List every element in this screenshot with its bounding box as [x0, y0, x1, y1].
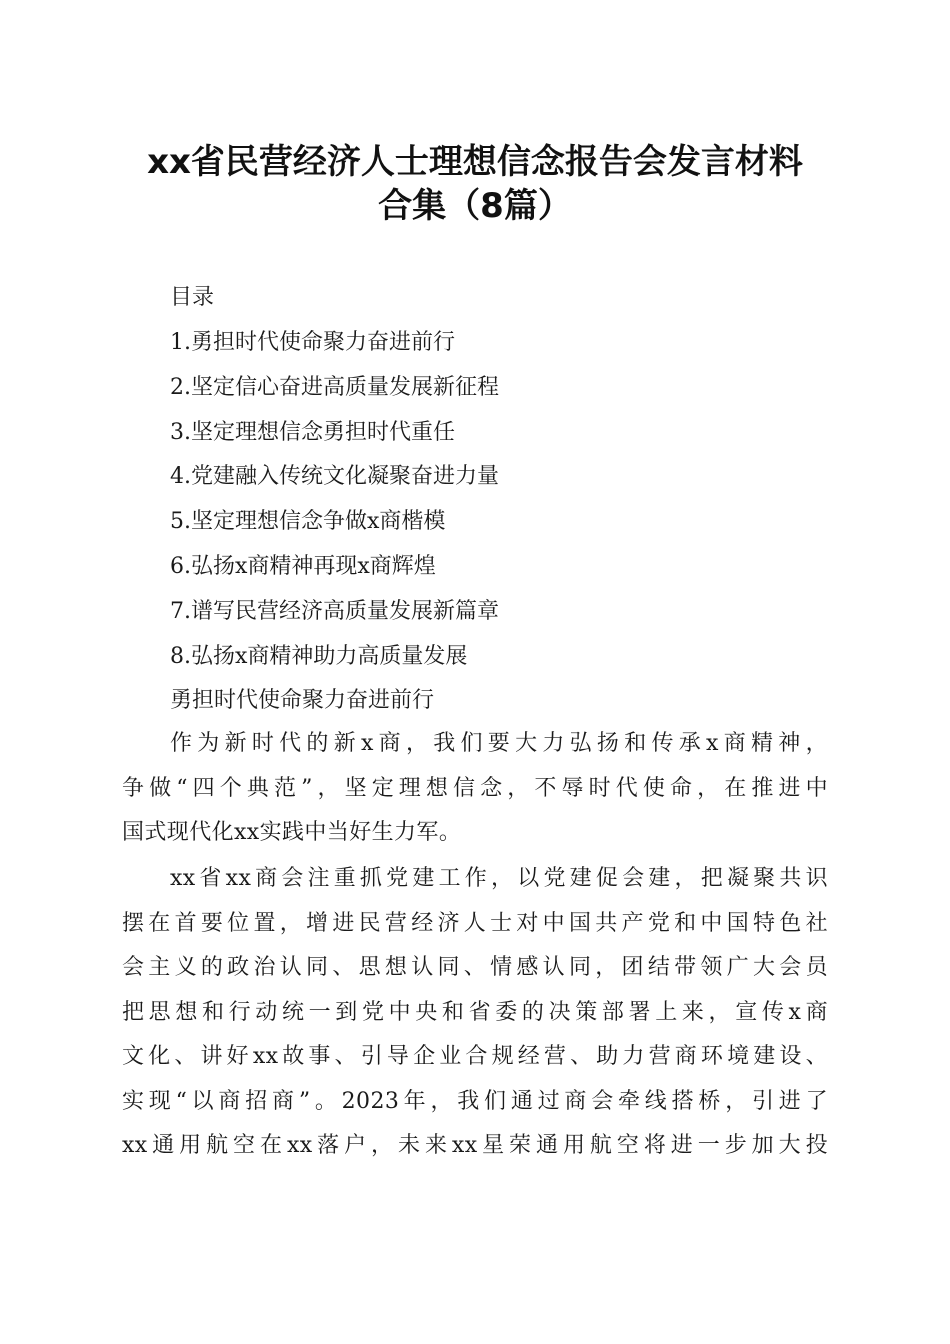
body-paragraph-2 — [122, 857, 828, 1169]
toc-item: 4.党建融入传统文化凝聚奋进力量 — [170, 464, 499, 490]
toc-item: 8.弘扬x商精神助力高质量发展 — [170, 643, 468, 669]
toc-item: 5.坚定理想信念争做x商楷模 — [170, 509, 446, 535]
paragraph-line: 作为新时代的新x商，我们要大力弘扬和传承x商精神， — [170, 731, 828, 756]
toc-heading: 目录 — [170, 285, 215, 310]
toc-item: 7.谱写民营经济高质量发展新篇章 — [170, 598, 499, 624]
toc-item: 6.弘扬x商精神再现x商辉煌 — [170, 553, 436, 579]
paragraph-line: 实现“以商招商”。2023年，我们通过商会牵线搭桥，引进了 — [122, 1088, 828, 1114]
paragraph-line: xx通用航空在xx落户，未来xx星荣通用航空将进一步加大投 — [122, 1133, 828, 1158]
toc-item: 3.坚定理想信念勇担时代重任 — [170, 419, 455, 445]
paragraph-line: 会主义的政治认同、思想认同、情感认同，团结带领广大会员 — [122, 955, 828, 980]
body-paragraph-1 — [122, 722, 828, 856]
paragraph-line: 争做“四个典范”，坚定理想信念，不辱时代使命，在推进中 — [122, 775, 828, 801]
document-title-line-1: xx省民营经济人士理想信念报告会发言材料 — [147, 142, 803, 182]
paragraph-line: 国式现代化xx实践中当好生力军。 — [122, 820, 462, 845]
paragraph-line: xx省xx商会注重抓党建工作，以党建促会建，把凝聚共识 — [170, 866, 828, 891]
toc-item: 2.坚定信心奋进高质量发展新征程 — [170, 374, 499, 400]
section-heading: 勇担时代使命聚力奋进前行 — [170, 688, 435, 713]
document-title-line-2: 合集（8篇） — [378, 186, 572, 226]
paragraph-line: 文化、讲好xx故事、引导企业合规经营、助力营商环境建设、 — [122, 1044, 828, 1069]
toc-item: 1.勇担时代使命聚力奋进前行 — [170, 330, 455, 355]
paragraph-line: 把思想和行动统一到党中央和省委的决策部署上来，宣传x商 — [122, 999, 828, 1025]
table-of-contents — [170, 328, 499, 686]
paragraph-line: 摆在首要位置，增进民营经济人士对中国共产党和中国特色社 — [122, 910, 828, 936]
